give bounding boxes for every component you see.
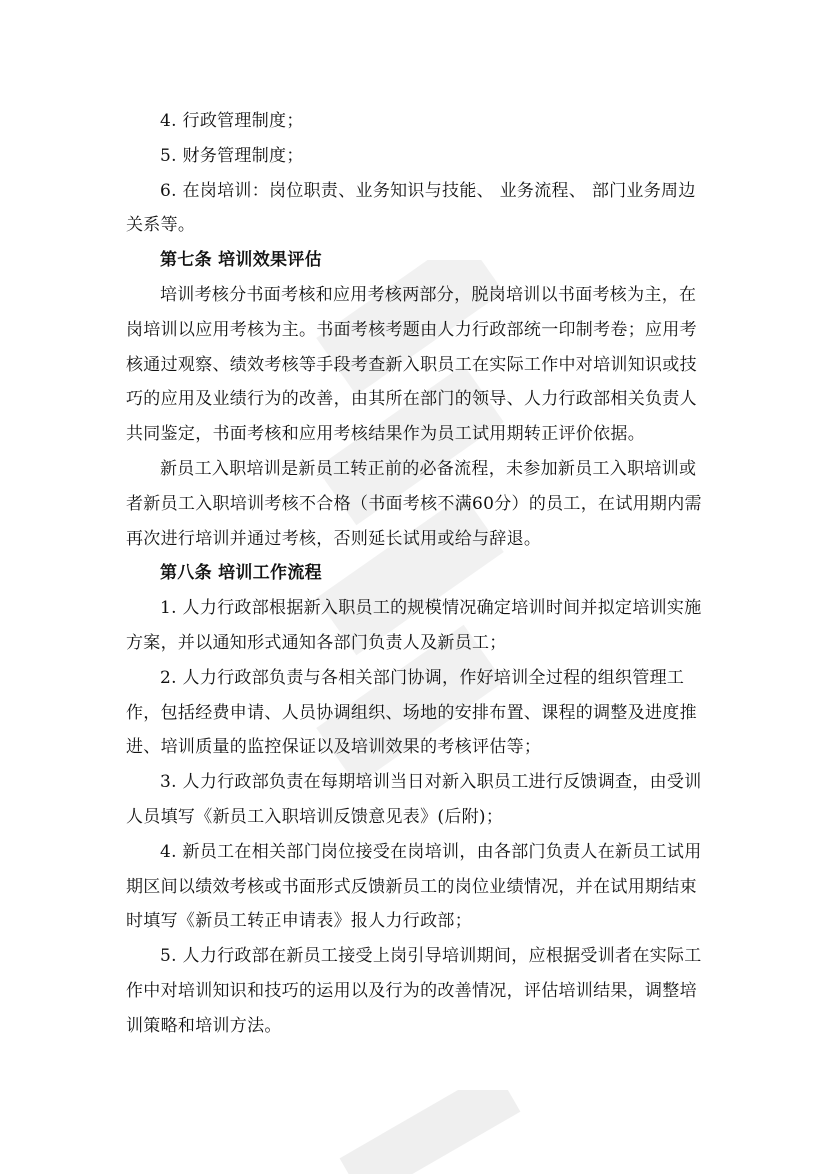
list-item-on-job-training: 6. 在岗培训：岗位职责、业务知识与技能、 业务流程、 部门业务周边关系等。	[126, 180, 696, 236]
section-heading-article-7: 第七条 培训效果评估	[160, 250, 322, 271]
paragraph-mandatory-training: 新员工入职培训是新员工转正前的必备流程，未参加新员工入职培训或者新员工入职培训考核不合格（书面考核不满60分）的员工，在试用期内需再次进行培训并通过考核，否则延长试用或给与辞退。	[126, 458, 702, 549]
list-item-admin-rules: 4. 行政管理制度；	[160, 111, 304, 131]
list-item-coordination: 2. 人力行政部负责与各相关部门协调，作好培训全过程的组织管理工作，包括经费申请、人员协调组织、场地的安排布置、课程的调整及进度推进、培训质量的监控保证以及培训效果的考核评估等；	[126, 667, 697, 758]
paragraph-assessment-method: 培训考核分书面考核和应用考核两部分，脱岗培训以书面考核为主，在岗培训以应用考核为主。书面考核考题由人力行政部统一印制考卷；应用考核通过观察、绩效考核等手段考查新入职员工在实际工作中对培训知识或技巧的应用及业绩行为的改善，由其所在部门的领导、人力行政部相关负责人共同鉴定，书面考核和应用考核结果作为员工试用期转正评价依据。	[126, 284, 697, 445]
list-item-finance-rules: 5. 财务管理制度；	[160, 145, 304, 166]
list-item-evaluation: 5. 人力行政部在新员工接受上岗引导培训期间，应根据受训者在实际工作中对培训知识和技巧的运用以及行为的改善情况，评估培训结果，调整培训策略和培训方法。	[126, 946, 702, 1036]
list-item-training-schedule: 1. 人力行政部根据新入职员工的规模情况确定培训时间并拟定培训实施方案，并以通知形式通知各部门负责人及新员工；	[126, 598, 702, 653]
document-body	[126, 104, 706, 1044]
watermark-graphic-bottom	[300, 1090, 560, 1174]
section-heading-article-8: 第八条 培训工作流程	[160, 563, 322, 584]
list-item-feedback-survey: 3. 人力行政部负责在每期培训当日对新入职员工进行反馈调查，由受训人员填写《新员工入职培训反馈意见表》(后附)；	[126, 772, 702, 827]
list-item-on-job-feedback: 4. 新员工在相关部门岗位接受在岗培训，由各部门负责人在新员工试用期区间以绩效考核或书面形式反馈新员工的岗位业绩情况，并在试用期结束时填写《新员工转正申请表》报人力行政部；	[126, 841, 702, 932]
